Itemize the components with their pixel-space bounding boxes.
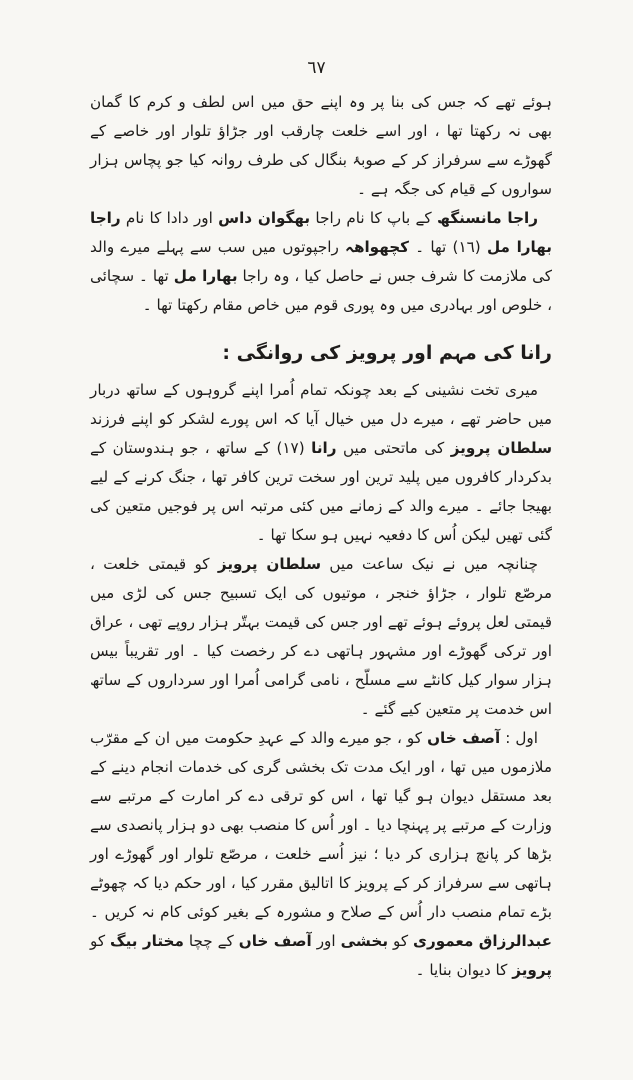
paragraph-2-text-2: اور دادا کا نام: [120, 209, 219, 227]
paragraph-2-text-3: (١٦) تھا ۔: [409, 238, 487, 256]
bold-name-mukhtar-beg: مختار بیگ: [110, 932, 184, 950]
paragraph-4-text-1: چنانچہ میں نے نیک ساعت میں: [321, 555, 539, 573]
paragraph-2-text-5: تھا ۔ سچائی ، خلوص اور بہادری میں وہ پوری قوم میں خاص مقام رکھتا تھا ۔: [90, 267, 552, 314]
bold-name-bhara-mal: راجا بھارا مل: [90, 209, 552, 256]
paragraph-4: [90, 550, 552, 724]
paragraph-2: [90, 204, 552, 320]
bold-name-asaf-khan-2: آصف خاں: [238, 932, 312, 950]
bold-name-sultan-parviz: سلطان پرویز: [450, 439, 552, 457]
paragraph-5: [90, 724, 552, 985]
paragraph-5-text-2: کو ، جو میرے والد کے عہدِ حکومت میں ان کے مقرّب ملازموں میں تھا ، اور ایک مدت تک بخشی گری کی خدمات انجام دینے کے بعد مستقل دیوان ہو گیا تھا ، اس کو ترقی دے کر امارت کے مرتبے سے وزارت کے مرتبے پر پہنچا دیا ۔ اور اُس کا منصب بھی دو ہزار پانصدی سے بڑھا کر پانچ ہزاری کر دیا ؛ نیز اُسے خلعت ، مرصّع تلوار اور گھوڑے اور ہاتھی سے سرفراز کر کے پرویز کا اتالیق مقرر کیا ، اور حکم دیا کہ چھوٹے بڑے تمام منصب دار اُس کے صلاح و مشورہ کے بغیر کوئی کام نہ کریں ۔: [90, 729, 552, 921]
page-number: ٦٧: [307, 58, 326, 78]
paragraph-5-text-1: اول :: [500, 729, 538, 747]
paragraph-2-text-4: راجپوتوں میں سب سے پہلے میرے والد کی ملازمت کا شرف جس نے حاصل کیا ، وہ راجا: [90, 238, 553, 285]
paragraph-3-text-3: (١٧) کے ساتھ ، جو ہندوستان کے بدکردار کافروں میں پلید ترین اور سخت ترین کافر تھا ، جنگ کرنے کے لیے بھیجا جائے ۔ میرے والد کے زمانے میں کئی مرتبہ اس پر فوجیں متعین کی گئی تھیں لیکن اُس کا دفعیہ نہیں ہو سکا تھا ۔: [90, 439, 552, 544]
paragraph-5-text-7: کا دیوان بنایا ۔: [415, 961, 513, 979]
paragraph-3-text-1: میری تخت نشینی کے بعد چونکہ تمام اُمرا اپنے گروہوں کے ساتھ دربار میں حاضر تھے ، میرے دل میں خیال آیا کہ اس پورے لشکر کو اپنے فرزند: [90, 381, 552, 428]
paragraph-1: ہوئے تھے کہ جس کی بنا پر وہ اپنے حق میں اس لطف و کرم کا گمان بھی نہ رکھتا تھا ، اور اسے خلعت چارقب اور جڑاؤ تلوار اور خاصے کے گھوڑے سے سرفراز کر کے صوبۂ بنگال کی طرف روانہ کیا جو پچاس ہزار سواروں کے قیام کی جگہ ہے ۔: [90, 93, 552, 198]
page-body: [90, 88, 552, 985]
paragraph-2-text-1: کے باپ کا نام راجا: [310, 209, 437, 227]
bold-name-abdul-razzaq: عبدالرزاق معموری: [413, 932, 553, 950]
bold-name-sultan-parviz-2: سلطان پرویز: [217, 555, 322, 573]
bold-name-parviz: پرویز: [512, 961, 552, 979]
paragraph-3: [90, 376, 552, 550]
paragraph-5-text-6: کو: [90, 932, 111, 950]
bold-name-asaf-khan: آصف خاں: [427, 729, 501, 747]
paragraph-3-text-2: کی ماتحتی میں: [336, 439, 451, 457]
paragraph-5-text-5: کے چچا: [183, 932, 239, 950]
bold-word-bakhshi: بخشی: [340, 932, 389, 950]
bold-name-rana: رانا: [311, 439, 337, 457]
bold-name-bhagwan-das: بھگوان داس: [218, 209, 311, 227]
section-heading: رانا کی مہم اور پرویز کی روانگی :: [222, 342, 552, 364]
bold-name-bhara-mal-2: بھارا مل: [173, 267, 238, 285]
paragraph-4-text-2: کو قیمتی خلعت ، مرصّع تلوار ، جڑاؤ خنجر ، موتیوں کی ایک تسبیح جس کی لڑی میں قیمتی لعل پروئے ہوئے تھے اور جس کی قیمت بہتّر ہزار روپے تھی ، عراق اور ترکی گھوڑے اور مشہور ہاتھی دے کر رخصت کیا ۔ اور تقریباً بیس ہزار سوار کیل کانٹے سے مسلّح ، نامی گرامی اُمرا اور سرداروں کے ساتھ اس خدمت پر متعین کیے گئے ۔: [90, 555, 552, 718]
paragraph-5-text-4: اور: [311, 932, 341, 950]
bold-name-mansingh: راجا مانسنگھ: [436, 209, 538, 227]
paragraph-5-text-3: کو: [388, 932, 414, 950]
bold-name-kachhwaha: کچھواھہ: [345, 238, 410, 256]
